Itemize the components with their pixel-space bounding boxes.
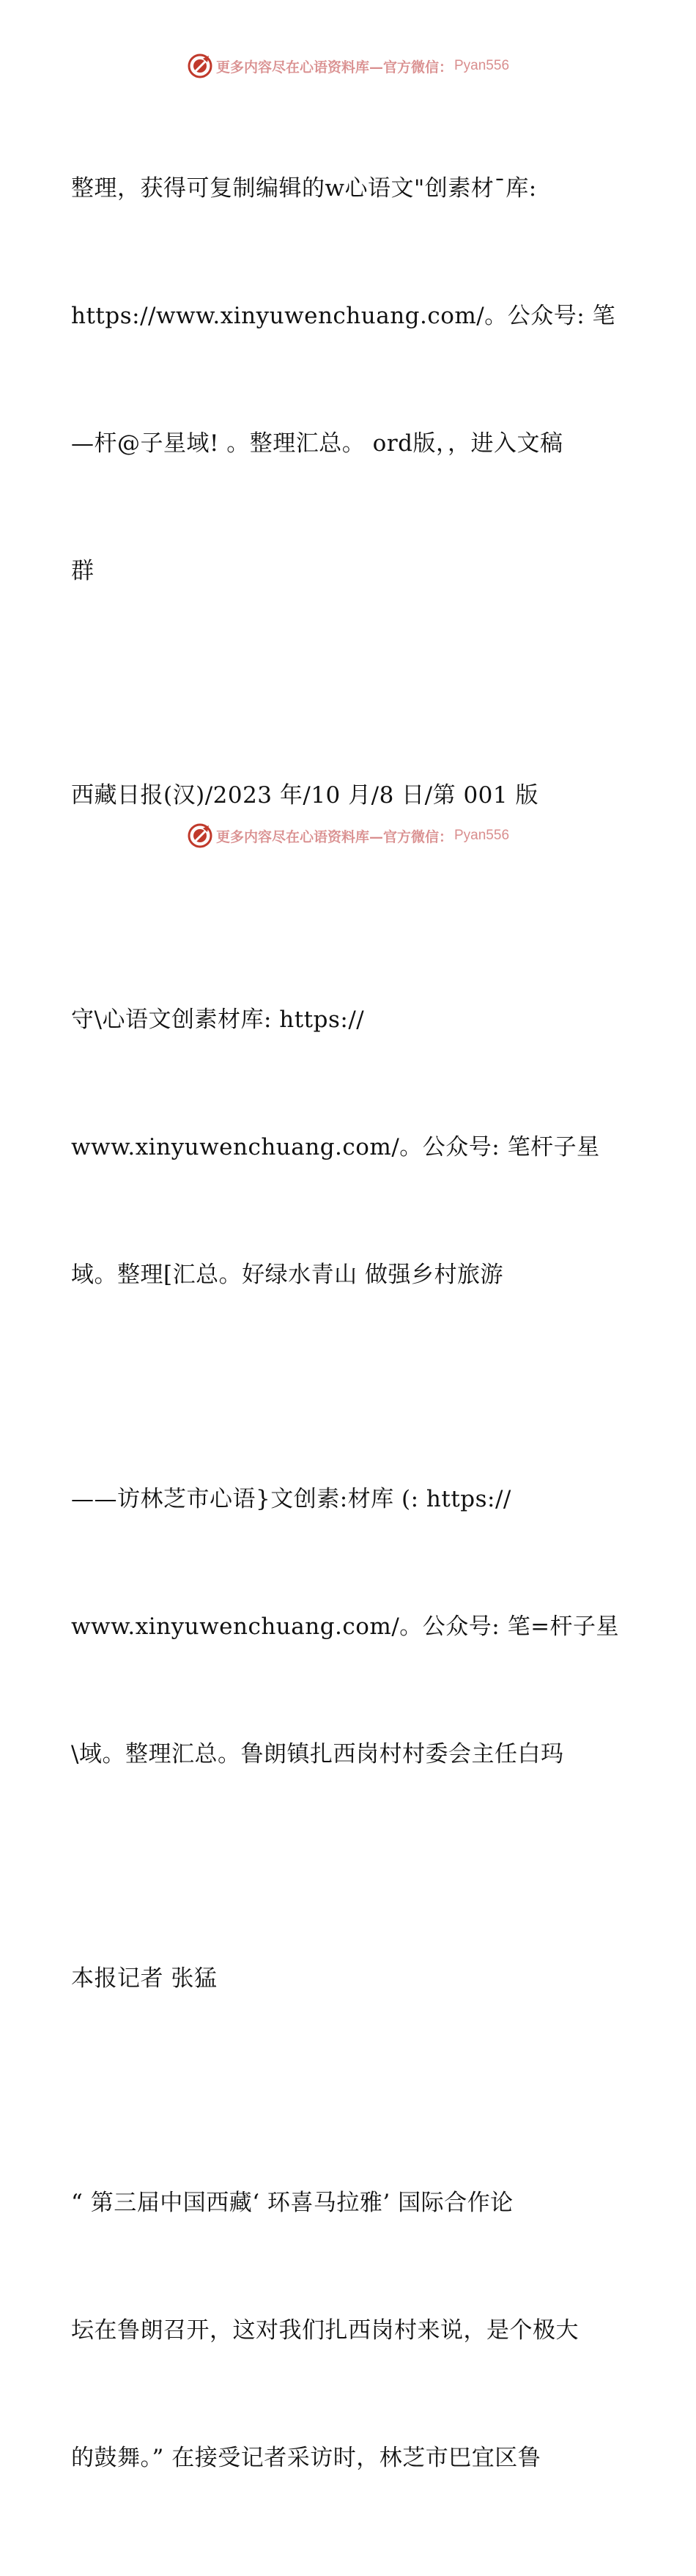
text-line: 整理，获得可复制编辑的w心语文"创素材¯库: [71,175,537,202]
paragraph-intro [71,82,628,677]
text-line: ——访林芝市心语}文创素:材库 (: https:// [71,1486,511,1512]
text-line: 西藏日报(汉)/2023 年/10 月/8 日/第 001 版 [71,782,538,809]
text-line: \域。整理汇总。鲁朗镇扎西岗村村委会主任白玛 [71,1741,564,1767]
paragraph-headline [71,913,628,1381]
text-line: 群 [71,558,95,584]
banner-wechat-id: Pyan556 [454,58,510,73]
document-body [71,82,628,2576]
paragraph-byline [71,1872,628,2085]
header-watermark-banner [0,51,696,81]
banner-text: 更多内容尽在心语资料库—官方微信： [215,59,453,76]
seal-logo-icon [187,823,213,849]
text-line: https://www.xinyuwenchuang.com/。公众号: 笔 [71,303,616,329]
banner-text: 更多内容尽在心语资料库—官方微信： [215,828,453,845]
paragraph-subheadline [71,1393,628,1861]
footer-watermark-banner [0,821,696,850]
text-line: 守\心语文创素材库: https:// [71,1007,365,1033]
text-line: www.xinyuwenchuang.com/。公众号: 笔杆子星 [71,1134,600,1160]
seal-logo-icon [187,53,213,79]
text-line: 本报记者 张猛 [71,1965,218,1992]
text-line: —杆@子星域! 。整理汇总。 ord版，，进入文稿 [71,430,563,457]
text-line: 的鼓舞。” 在接受记者采访时，林芝市巴宜区鲁 [71,2445,541,2471]
paragraph-source [71,689,628,902]
paragraph-body [71,2097,628,2564]
text-line: www.xinyuwenchuang.com/。公众号: 笔=杆子星 [71,1613,620,1640]
banner-wechat-id: Pyan556 [454,828,510,843]
text-line: “ 第三届中国西藏‘ 环喜马拉雅’ 国际合作论 [71,2190,514,2216]
text-line: 坛在鲁朗召开，这对我们扎西岗村来说，是个极大 [71,2317,579,2344]
text-line: 域。整理[汇总。好绿水青山 做强乡村旅游 [71,1262,503,1288]
